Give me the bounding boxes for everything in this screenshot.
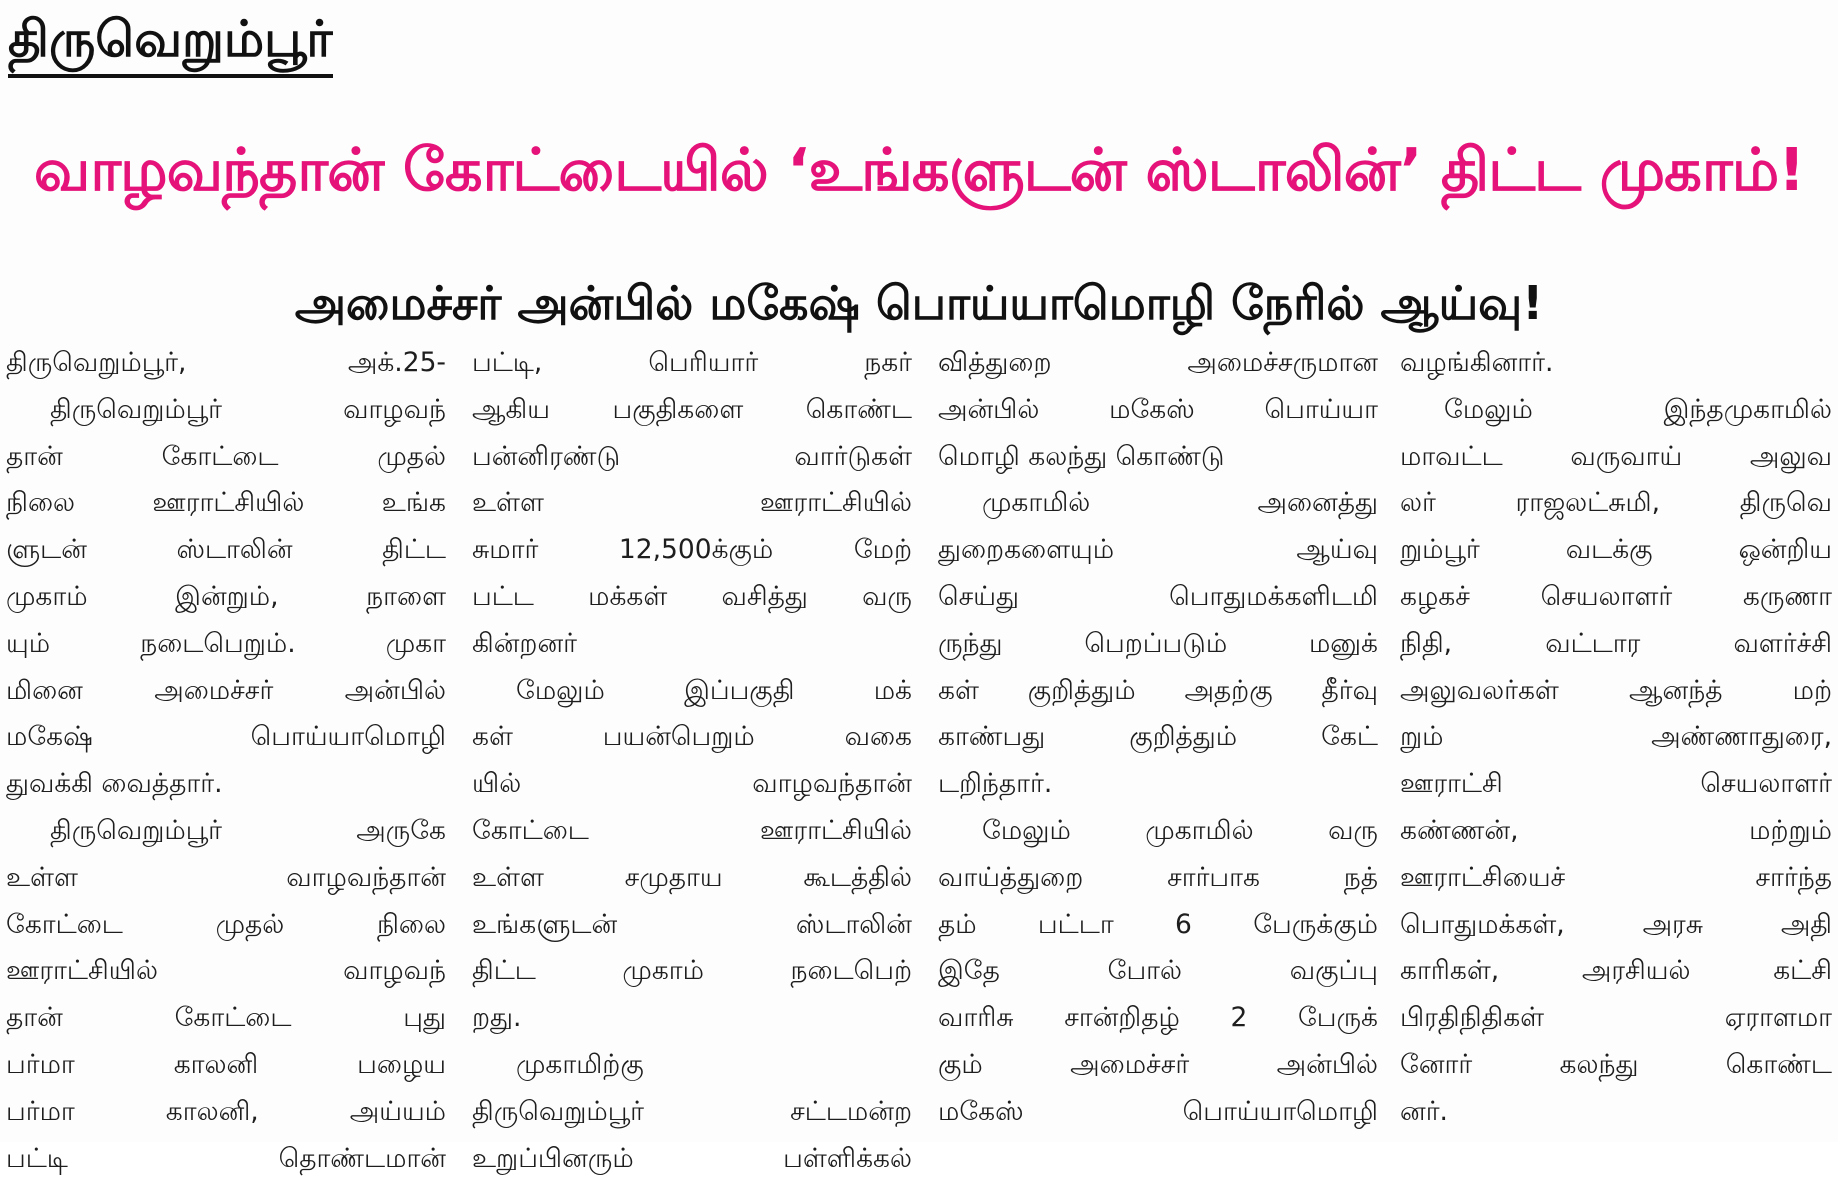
article-line: பட்டி, பெரியார் நகர் [472,347,912,378]
article-line: பொதுமக்கள், அரசு அதி [1400,908,1832,940]
article-line: திருவெறும்பூர், அக்.25- [6,347,446,378]
article-line: உள்ள சமுதாய கூடத்தில் [472,861,912,893]
headline: வாழவந்தான் கோட்டையில் ‘உங்களுடன் ஸ்டாலின்’ திட்ட முகாம்! [33,135,1805,204]
article-line: பன்னிரண்டு வார்டுகள் [472,440,912,472]
article-line: ருந்து பெறப்படும் மனுக் [938,627,1378,659]
article-line: பர்மா காலனி பழைய [6,1048,446,1080]
article-line: தான் கோட்டை புது [6,1002,446,1034]
article-line: பர்மா காலனி, அய்யம் [6,1095,446,1127]
article-line: திருவெறும்பூர் அருகே [50,814,446,846]
article-line: வழங்கினார். [1400,347,1554,378]
article-line: லர் ராஜலட்சுமி, திருவெ [1400,487,1832,519]
article-line: ஊராட்சி செயலாளர் [1400,768,1832,800]
article-line: கள் குறித்தும் அதற்கு தீர்வு [938,674,1378,706]
section-label: திருவெறும்பூர் [8,8,333,78]
article-line: முகாம் இன்றும், நாளை [6,580,446,612]
article-line: கள் பயன்பெறும் வகை [472,721,912,753]
article-line: னோர் கலந்து கொண்ட [1400,1048,1832,1080]
article-line: வாரிசு சான்றிதழ் 2 பேருக் [938,1002,1378,1034]
article-line: முகாமிற்கு [516,1048,644,1080]
article-line: மகேஷ் பொய்யாமொழி [6,721,446,753]
article-line: உறுப்பினரும் பள்ளிக்கல் [472,1142,912,1174]
article-line: பட்டி தொண்டமான் [6,1142,446,1174]
article-column-2 [472,340,912,1174]
article-line: ஊராட்சியைச் சார்ந்த [1400,861,1832,893]
article-line: கோட்டை முதல் நிலை [6,908,446,940]
article-line: இதே போல் வகுப்பு [938,955,1378,987]
article-line: மினை அமைச்சர் அன்பில் [6,674,446,706]
article-line: உள்ள ஊராட்சியில் [472,487,912,519]
article-line: அலுவலர்கள் ஆனந்த் மற் [1400,674,1832,706]
article-line: பிரதிநிதிகள் ஏராளமா [1400,1002,1832,1034]
article-line: முகாமில் அனைத்து [982,487,1378,519]
article-line: உங்களுடன் ஸ்டாலின் [472,908,912,940]
article-line: சுமார் 12,500க்கும் மேற் [472,534,912,566]
article-line: உள்ள வாழவந்தான் [6,861,446,893]
article-line: கோட்டை ஊராட்சியில் [472,814,912,846]
article-line: நிலை ஊராட்சியில் உங்க [6,487,446,519]
article-line: மகேஸ் பொய்யாமொழி [938,1095,1378,1127]
article-line: வாய்த்துறை சார்பாக நத் [938,861,1378,893]
article-body [0,340,1838,1174]
article-line: திருவெறும்பூர் சட்டமன்ற [472,1095,912,1127]
article-line: கண்ணன், மற்றும் [1400,814,1832,846]
article-line: ஆகிய பகுதிகளை கொண்ட [472,393,912,425]
article-line: பட்ட மக்கள் வசித்து வரு [472,580,912,612]
article-line: மேலும் இந்தமுகாமில் [1444,393,1832,425]
article-line: டறிந்தார். [938,768,1053,800]
article-line: றும் அண்ணாதுரை, [1400,721,1832,753]
article-line: அன்பில் மகேஸ் பொய்யா [938,393,1378,425]
article-line: யில் வாழவந்தான் [472,768,912,800]
article-line: கும் அமைச்சர் அன்பில் [938,1048,1378,1080]
article-line: வித்துறை அமைச்சருமான [938,347,1378,378]
article-line: துவக்கி வைத்தார். [6,768,223,800]
article-line: மேலும் இப்பகுதி மக் [516,674,912,706]
article-column-3 [938,340,1378,1140]
article-line: ஊராட்சியில் வாழவந் [6,955,446,987]
article-line: செய்து பொதுமக்களிடமி [938,580,1378,612]
article-line: மொழி கலந்து கொண்டு [938,440,1225,472]
article-line: மாவட்ட வருவாய் அலுவ [1400,440,1832,472]
article-line: கழகச் செயலாளர் கருணா [1400,580,1832,612]
article-line: மேலும் முகாமில் வரு [982,814,1378,846]
article-line: றது. [472,1002,522,1034]
article-line: திட்ட முகாம் நடைபெற் [472,955,912,987]
article-column-1 [6,340,446,1174]
article-line: காண்பது குறித்தும் கேட் [938,721,1378,753]
article-line: யும் நடைபெறும். முகா [6,627,446,659]
article-line: துறைகளையும் ஆய்வு [938,534,1378,566]
article-line: திருவெறும்பூர் வாழவந் [50,393,446,425]
article-line: னர். [1400,1095,1448,1127]
article-line: ளுடன் ஸ்டாலின் திட்ட [6,534,446,566]
article-column-4 [1400,340,1832,1140]
article-line: தம் பட்டா 6 பேருக்கும் [938,908,1378,940]
article-line: காரிகள், அரசியல் கட்சி [1400,955,1832,987]
article-line: தான் கோட்டை முதல் [6,440,446,472]
article-line: கின்றனர் [472,627,577,659]
subheadline: அமைச்சர் அன்பில் மகேஷ் பொய்யாமொழி நேரில் ஆய்வு! [294,276,1544,330]
article-line: றும்பூர் வடக்கு ஒன்றிய [1400,534,1832,566]
article-line: நிதி, வட்டார வளர்ச்சி [1400,627,1832,659]
